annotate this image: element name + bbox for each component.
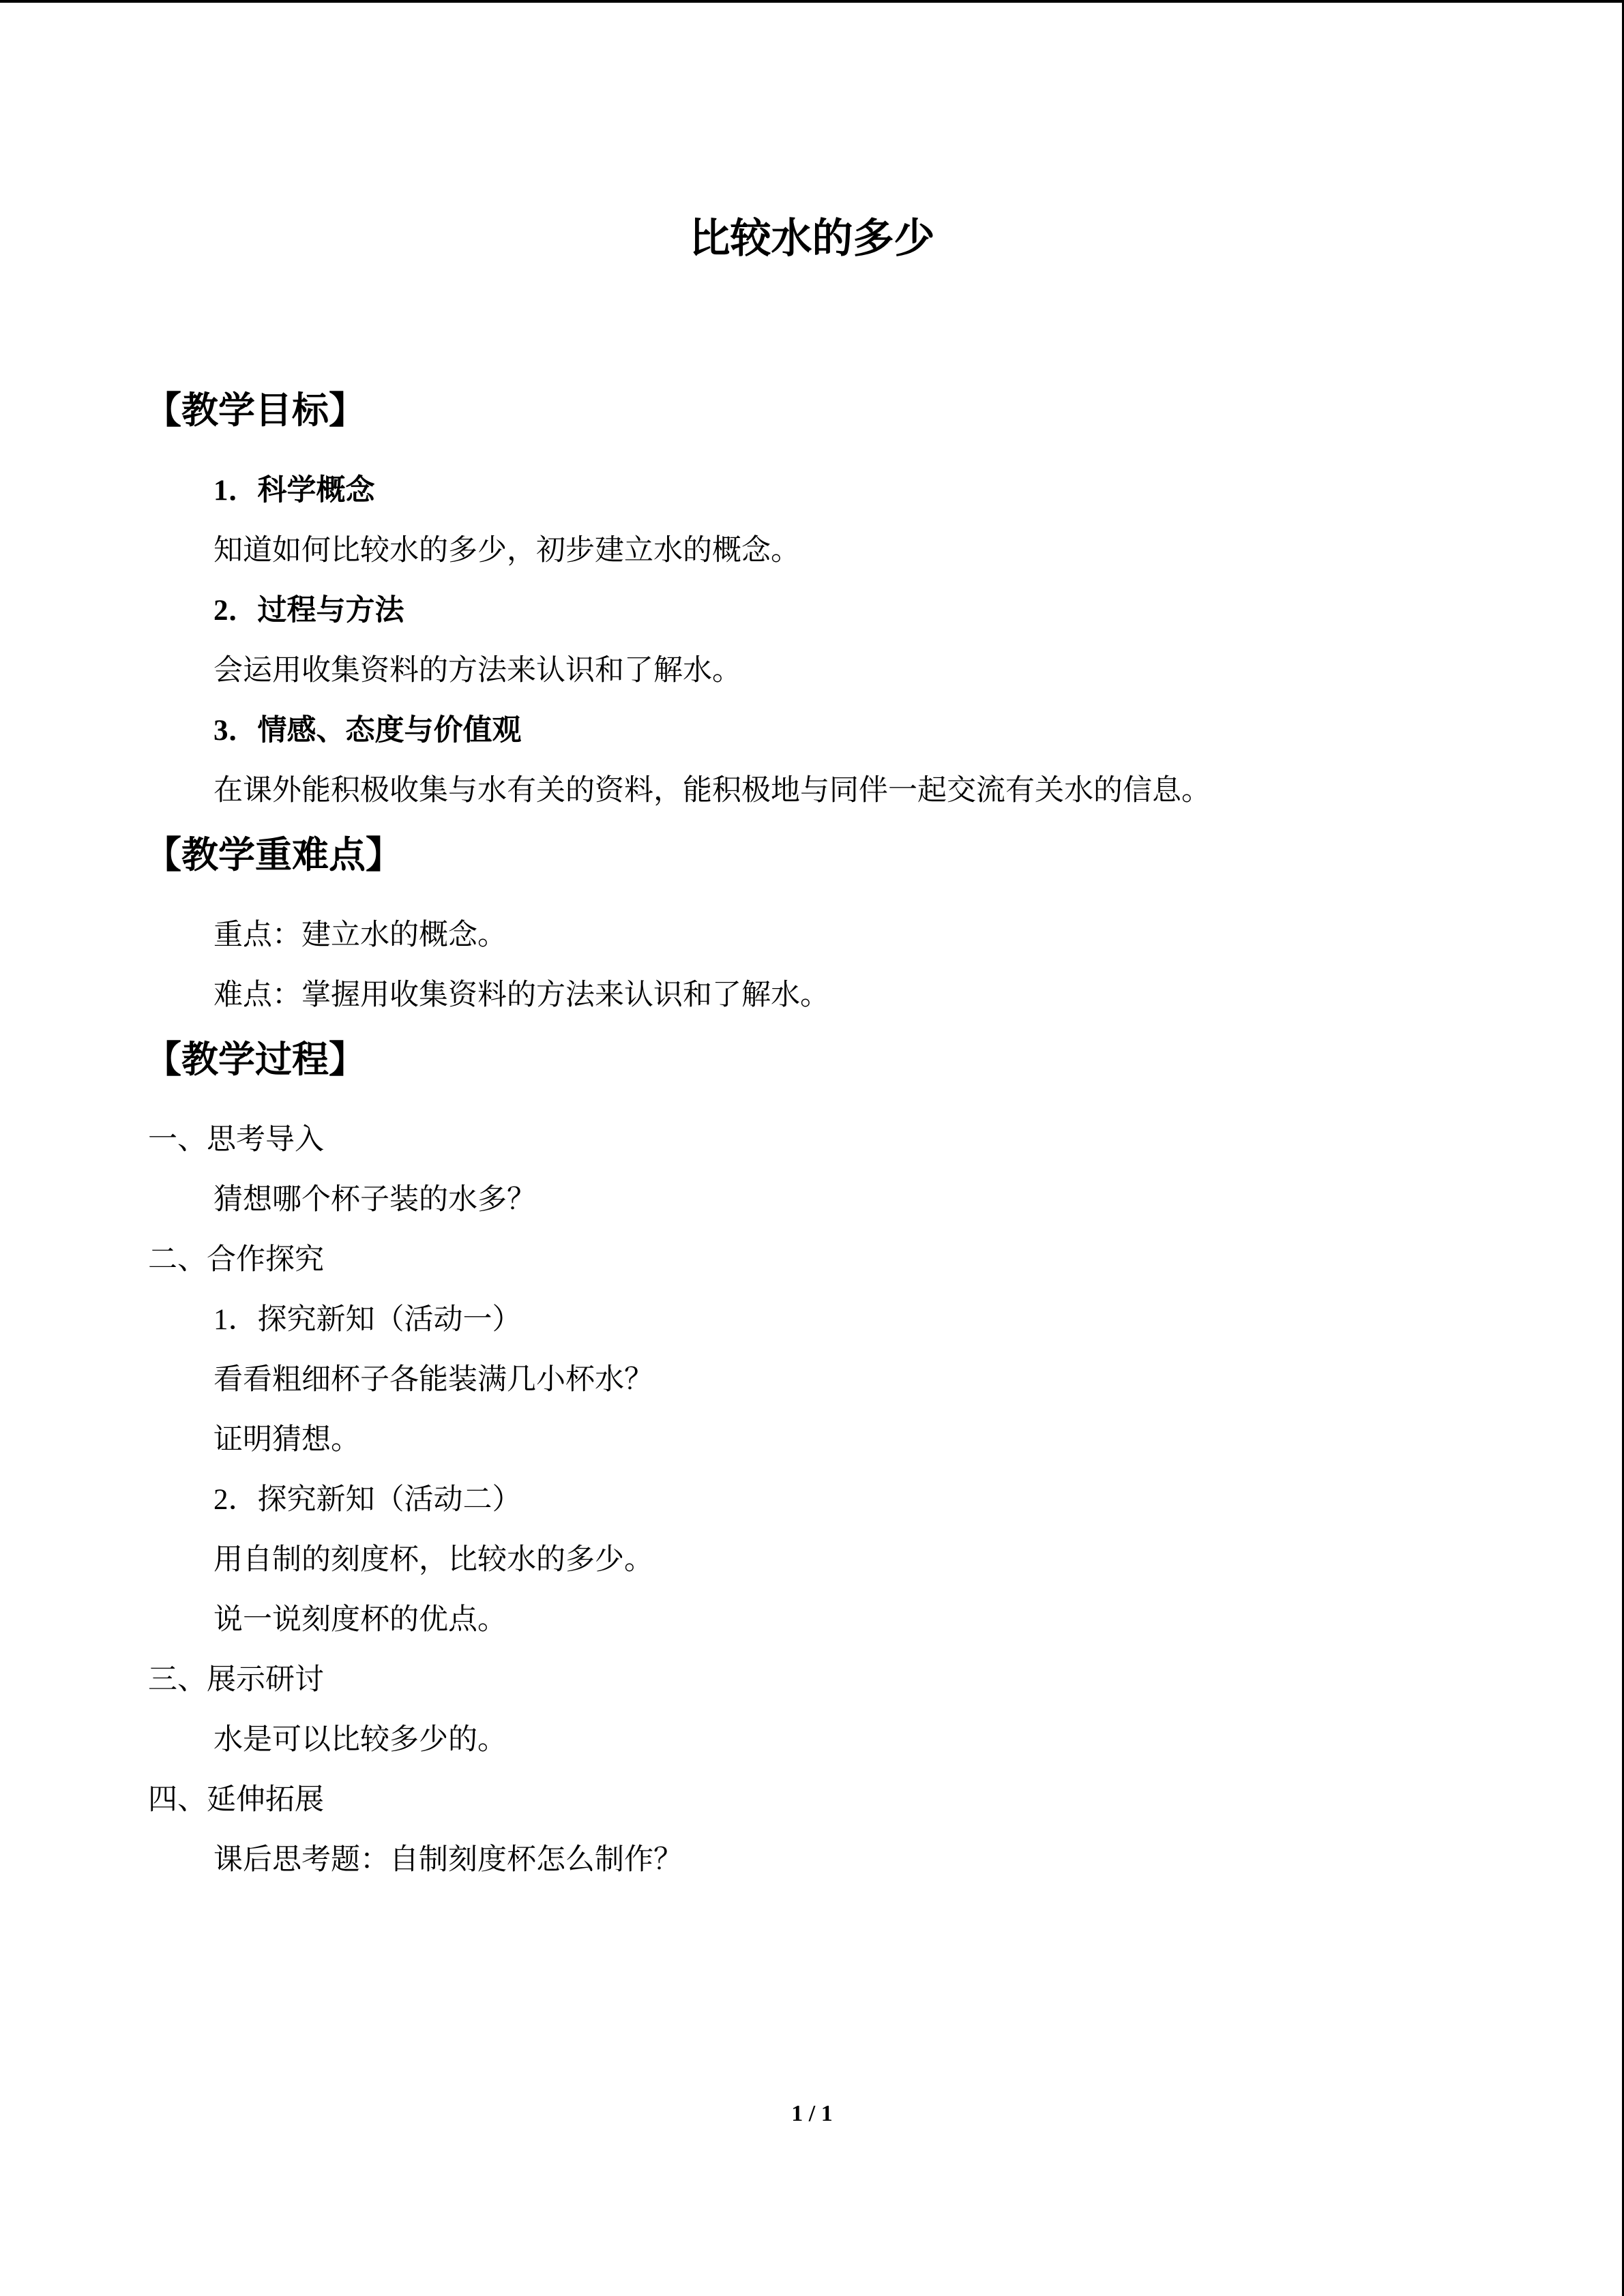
objective-label: 1．科学概念 bbox=[213, 475, 375, 507]
process-step-line: 水是可以比较多少的。 bbox=[213, 1724, 507, 1756]
process-step-line: 用自制的刻度杯，比较水的多少。 bbox=[213, 1544, 653, 1576]
section-heading-key-points: 【教学重难点】 bbox=[145, 835, 402, 876]
objective-label: 2．过程与方法 bbox=[213, 595, 404, 627]
process-step-title: 三、展示研讨 bbox=[148, 1664, 324, 1696]
process-step-line: 猜想哪个杯子装的水多？ bbox=[213, 1184, 536, 1216]
section-heading-objectives: 【教学目标】 bbox=[145, 390, 366, 431]
process-step-title: 四、延伸拓展 bbox=[148, 1784, 324, 1816]
difficult-point: 难点：掌握用收集资料的方法来认识和了解水。 bbox=[213, 979, 829, 1011]
objective-text: 在课外能积极收集与水有关的资料，能积极地与同伴一起交流有关水的信息。 bbox=[213, 775, 1211, 807]
objective-label: 3．情感、态度与价值观 bbox=[213, 715, 522, 747]
process-step-line: 1．探究新知（活动一） bbox=[213, 1304, 522, 1336]
process-step-line: 课后思考题：自制刻度杯怎么制作？ bbox=[213, 1844, 683, 1876]
page-top-border bbox=[0, 0, 1624, 3]
process-step-line: 证明猜想。 bbox=[213, 1424, 360, 1456]
document-title: 比较水的多少 bbox=[689, 216, 935, 261]
objective-text: 会运用收集资料的方法来认识和了解水。 bbox=[213, 655, 741, 687]
process-step-line: 看看粗细杯子各能装满几小杯水？ bbox=[213, 1364, 653, 1396]
process-step-title: 一、思考导入 bbox=[148, 1124, 324, 1156]
section-heading-process: 【教学过程】 bbox=[145, 1039, 366, 1080]
process-step-title: 二、合作探究 bbox=[148, 1244, 324, 1276]
process-step-line: 2．探究新知（活动二） bbox=[213, 1484, 522, 1516]
document-body bbox=[0, 381, 1624, 1890]
objective-text: 知道如何比较水的多少，初步建立水的概念。 bbox=[213, 535, 800, 567]
page-number: 1 / 1 bbox=[791, 2101, 833, 2126]
key-point: 重点：建立水的概念。 bbox=[213, 919, 507, 951]
process-step-line: 说一说刻度杯的优点。 bbox=[213, 1604, 507, 1636]
